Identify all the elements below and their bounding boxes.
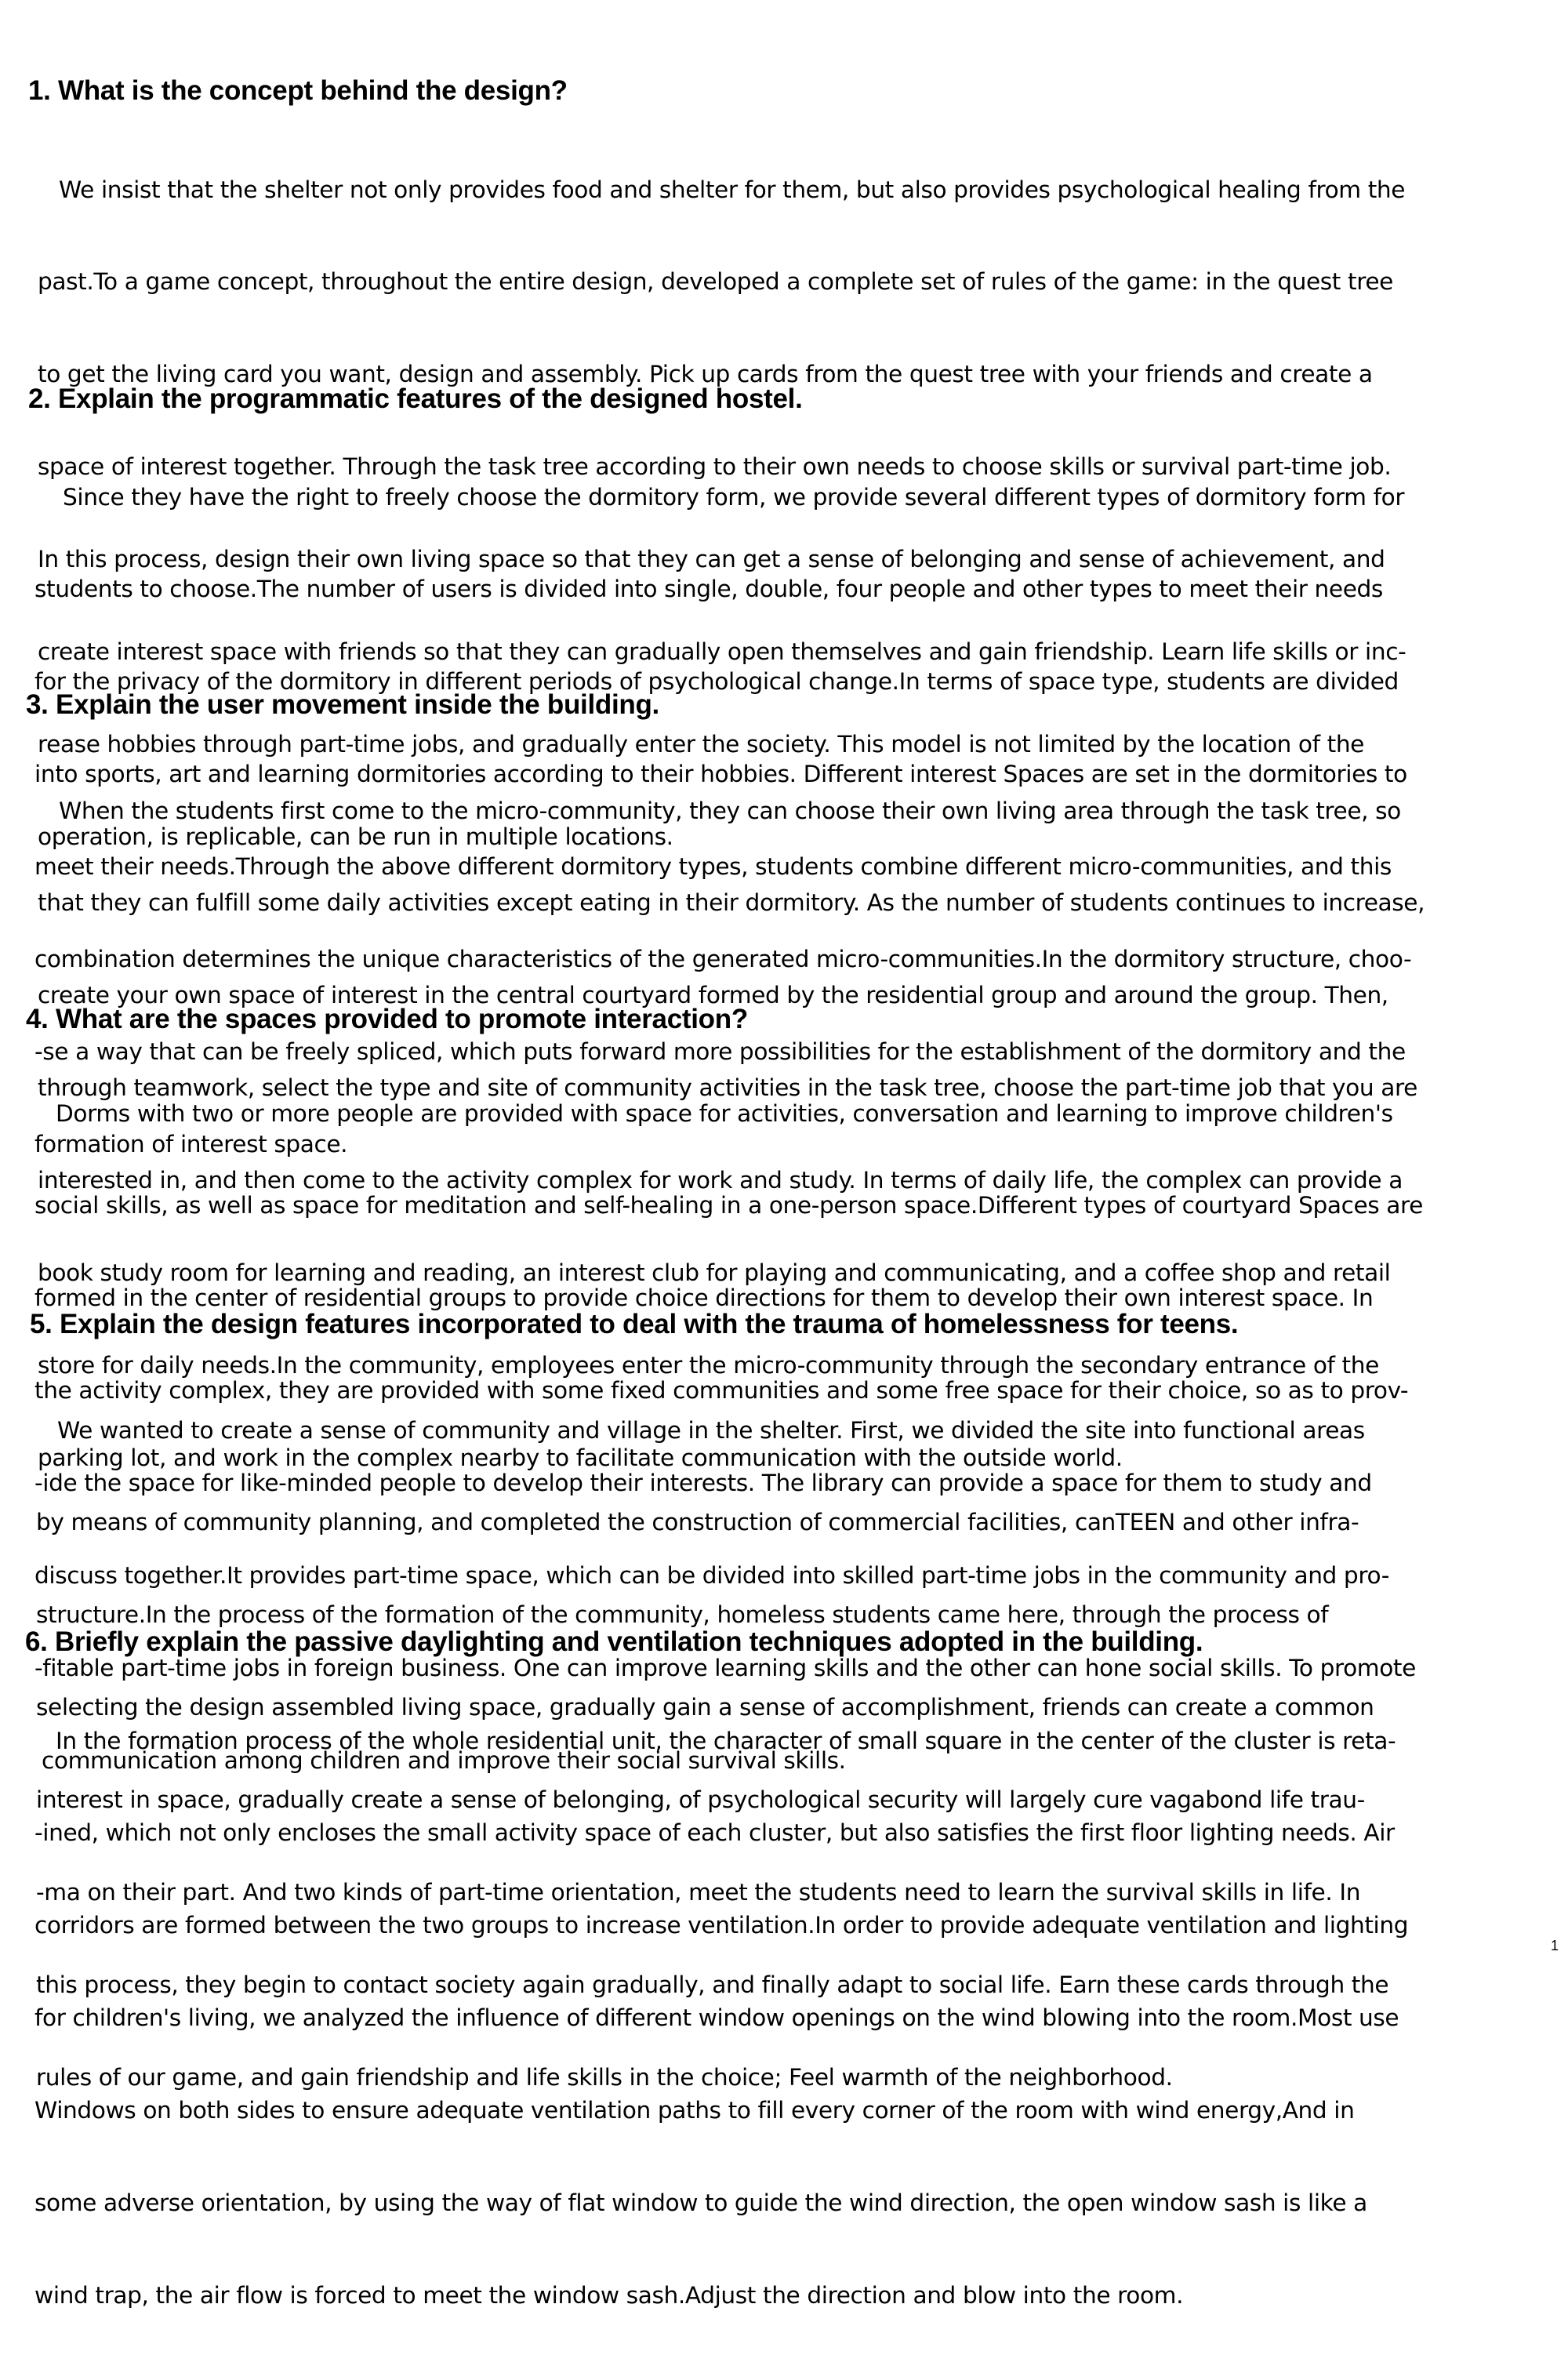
body-line: Dorms with two or more people are provided with space for activities, conversation and learning to improve children's [20, 1099, 1393, 1127]
body-line: the activity complex, they are provided with some fixed communities and some free space for their choice, so as to prov- [20, 1377, 1409, 1405]
section-6 [0, 1625, 1568, 2373]
body-line: for children's living, we analyzed the influence of different window openings on the wind blowing into the room.Most use [20, 2004, 1399, 2032]
body-line: space of interest together. Through the task tree according to their own needs to choose skills or survival part-time job. [24, 453, 1392, 481]
body-line: Windows on both sides to ensure adequate ventilation paths to fill every corner of the room with wind energy,And in [20, 2097, 1355, 2124]
section-5-heading: 5. Explain the design features incorporated to deal with the trauma of homelessness for teens. [30, 1309, 1239, 1339]
body-line: some adverse orientation, by using the way of flat window to guide the wind direction, the open window sash is like a [20, 2189, 1367, 2217]
body-line: book study room for learning and reading, an interest club for playing and communicating, and a coffee shop and retail [24, 1259, 1391, 1287]
section-6-body [0, 1664, 1568, 2373]
body-line: -ide the space for like-minded people to develop their interests. The library can provide a space for them to study and [20, 1470, 1372, 1497]
body-line: rease hobbies through part-time jobs, and gradually enter the society. This model is not limited by the location of the [24, 730, 1364, 758]
body-line: create interest space with friends so that they can gradually open themselves and gain friendship. Learn life skills or inc- [24, 638, 1406, 666]
body-line: meet their needs.Through the above different dormitory types, students combine different micro-communities, and this [20, 853, 1392, 881]
body-line: combination determines the unique characteristics of the generated micro-communities.In the dormitory structure, choo- [20, 946, 1412, 973]
body-line: When the students first come to the micro-community, they can choose their own living area through the task tree, so [24, 797, 1401, 824]
body-line: wind trap, the air flow is forced to meet the window sash.Adjust the direction and blow into the room. [20, 2281, 1184, 2309]
body-line: students to choose.The number of users is divided into single, double, four people and other types to meet their needs [20, 576, 1383, 603]
body-line: into sports, art and learning dormitories according to their hobbies. Different interest Spaces are set in the dormitories to [20, 761, 1407, 788]
section-2-heading: 2. Explain the programmatic features of the designed hostel. [28, 383, 803, 414]
body-line: We wanted to create a sense of community and village in the shelter. First, we divided the site into functional areas [22, 1416, 1365, 1444]
body-line: In this process, design their own living space so that they can get a sense of belonging and sense of achievement, and [24, 546, 1385, 573]
body-line: formation of interest space. [20, 1130, 348, 1157]
body-line: through teamwork, select the type and site of community activities in the task tree, choose the part-time job that you are [24, 1074, 1417, 1102]
body-line: store for daily needs.In the community, employees enter the micro-community through the secondary entrance of the [24, 1351, 1379, 1379]
body-line: -se a way that can be freely spliced, which puts forward more possibilities for the establishment of the dormitory and the [20, 1038, 1406, 1065]
body-line: parking lot, and work in the complex nearby to facilitate communication with the outside world. [24, 1444, 1123, 1471]
body-line: interested in, and then come to the activity complex for work and study. In terms of daily life, the complex can provide a [24, 1167, 1403, 1194]
body-line: structure.In the process of the formation of the community, homeless students came here, through the process of [22, 1601, 1329, 1629]
body-line: In the formation process of the whole residential unit, the character of small square in the center of the cluster is reta- [20, 1727, 1396, 1754]
body-line: create your own space of interest in the central courtyard formed by the residential group and around the group. Then, [24, 982, 1388, 1009]
body-line: this process, they begin to contact society again gradually, and finally adapt to social life. Earn these cards through the [22, 1971, 1389, 1998]
body-line: formed in the center of residential groups to provide choice directions for them to develop their own interest space. In [20, 1285, 1374, 1312]
body-line: -ma on their part. And two kinds of part-time orientation, meet the students need to learn the survival skills in life. In [22, 1879, 1361, 1906]
section-4-heading: 4. What are the spaces provided to promote interaction? [26, 1004, 748, 1034]
section-6-heading: 6. Briefly explain the passive daylighting and ventilation techniques adopted in the building. [25, 1626, 1203, 1657]
body-line: to get the living card you want, design and assembly. Pick up cards from the quest tree with your friends and create a [24, 361, 1373, 388]
section-1-heading: 1. What is the concept behind the design? [28, 75, 568, 106]
body-line: discuss together.It provides part-time space, which can be divided into skilled part-time jobs in the community and pro- [20, 1562, 1389, 1590]
page-number: 1 [1551, 1938, 1559, 1953]
body-line: Since they have the right to freely choose the dormitory form, we provide several different types of dormitory form for [20, 483, 1405, 511]
body-line: We insist that the shelter not only provides food and shelter for them, but also provides psychological healing from the [24, 176, 1406, 203]
body-line: operation, is replicable, can be run in multiple locations. [24, 823, 673, 850]
body-line: selecting the design assembled living space, gradually gain a sense of accomplishment, friends can create a common [22, 1694, 1374, 1721]
body-line: rules of our game, and gain friendship and life skills in the choice; Feel warmth of the neighborhood. [22, 2063, 1173, 2091]
body-line: past.To a game concept, throughout the entire design, developed a complete set of rules of the game: in the quest tree [24, 268, 1393, 296]
body-line: corridors are formed between the two groups to increase ventilation.In order to provide adequate ventilation and lighting [20, 1912, 1409, 1939]
body-line: interest in space, gradually create a sense of belonging, of psychological security will largely cure vagabond life trau- [22, 1786, 1365, 1814]
body-line: communication among children and improve their social survival skills. [20, 1746, 846, 1774]
body-line: -fitable part-time jobs in foreign business. One can improve learning skills and the other can hone social skills. To promote [20, 1654, 1416, 1681]
body-line: by means of community planning, and completed the construction of commercial facilities, canTEEN and other infra- [22, 1509, 1359, 1536]
body-line: social skills, as well as space for meditation and self-healing in a one-person space.Different types of courtyard Spaces are [20, 1192, 1423, 1219]
body-line: that they can fulfill some daily activities except eating in their dormitory. As the number of students continues to increase, [24, 889, 1425, 917]
section-3-heading: 3. Explain the user movement inside the building. [26, 689, 659, 720]
body-line: -ined, which not only encloses the small activity space of each cluster, but also satisfies the first floor lighting needs. Air [20, 1819, 1395, 1847]
body-line: for the privacy of the dormitory in different periods of psychological change.In terms of space type, students are divided [20, 668, 1399, 696]
